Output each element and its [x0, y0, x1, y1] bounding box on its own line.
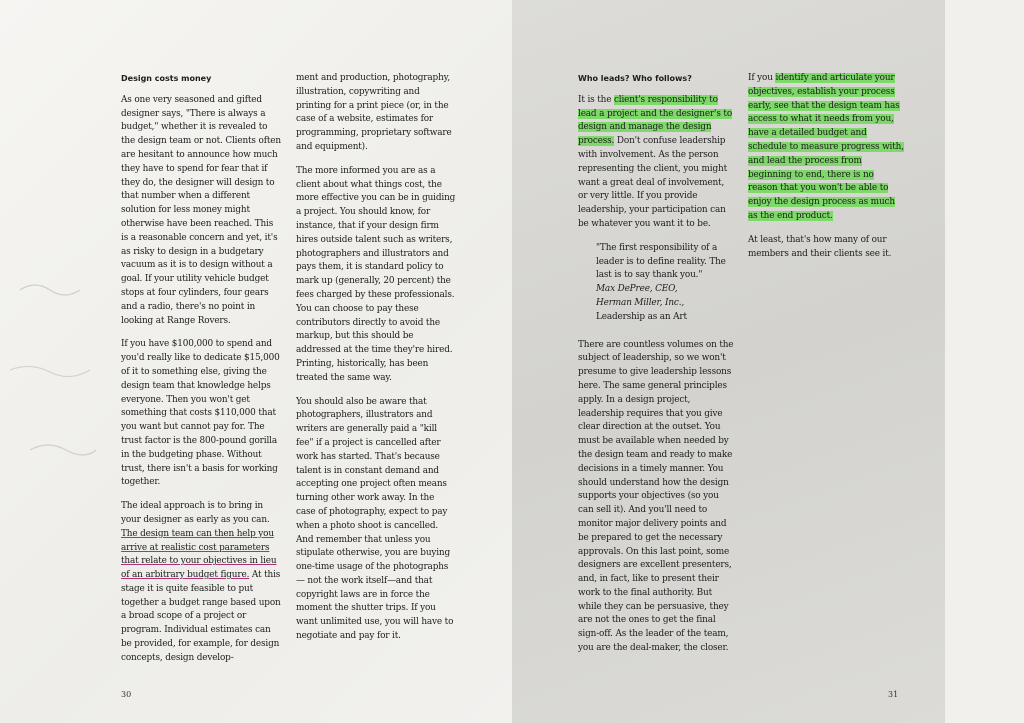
paragraph: If you have $100,000 to spend and you'd really like to dedicate $15,000 of it to something else, giving the design team that knowledge helps everyone. Then you won't get something that costs $110,000 that you want but cannot pay for. The trust factor is the 800-pound gorilla in the budgeting phase. Without trust, there isn't a basis for working together.: [121, 339, 280, 488]
section-heading-who-leads: Who leads? Who follows?: [578, 74, 692, 83]
text-run: Don't confuse leadership with involvement. As the person representing the client, you might want a great deal of involvement, or very little. If you provide leadership, your participation can be whatever you want it to be.: [578, 136, 728, 229]
column-2: [296, 72, 456, 654]
paragraph: You should also be aware that photographers, illustrators and writers are generally paid a "kill fee" if a project is cancelled after work has started. That's because talent is in constant demand and accepting one project often means turning other work away. In the case of photography, expect to pay when a photo shoot is cancelled. And remember that unless you stipulate otherwise, you are buying one-time usage of the photographs— not the work itself—and that copyright laws are in force the moment the shutter trips. If you want unlimited use, you will have to negotiate and pay for it.: [296, 396, 454, 642]
paragraph: [121, 500, 281, 666]
page-edge: [945, 0, 1024, 723]
quote-company: Herman Miller, Inc.,: [596, 297, 685, 308]
quote-author: Max DePree, CEO,: [596, 284, 678, 295]
paragraph: At least, that's how many of our members and their clients see it.: [748, 234, 892, 259]
paragraph: As one very seasoned and gifted designer says, "There is always a budget," whether it is revealed to the design team or not. Clients often are hesitant to announce how much they have to spend for fear that if they do, the designer will design to that number when a different solution for less money might otherwise have been reached. This is a reasonable concern and yet, it's as risky to design in a budgetary vacuum as it is to design without a goal. If your utility vehicle budget stops at four cylinders, four gears and a radio, there's no point in looking at Range Rovers.: [121, 94, 281, 326]
highlighted-text: client's responsibility to lead a project and the designer's to design and manage the design process.: [578, 94, 733, 147]
highlighted-text: identify and articulate your objectives, establish your process early, see that the design team has access to what it needs from you, have a detailed budget and schedule to measure progress with, and lead the process from beginning to end, there is no reason that you won't be able to enjoy the design process as much as the end product.: [748, 73, 904, 221]
page-number-left: 30: [121, 690, 132, 699]
paragraph: ment and production, photography, illustration, copywriting and printing for a print piece (or, in the case of a website, estimates for programming, proprietary software and equipment).: [296, 73, 452, 152]
page-number-right: 31: [888, 690, 899, 699]
paragraph: [748, 72, 904, 224]
paragraph: The more informed you are as a client about what things cost, the more effective you can be in guiding a project. You should know, for instance, that if your design firm hires outside talent such as writers, photographers and illustrators and pays them, it is standard policy to mark up (generally, 20 percent) the fees charged by these professionals. You can choose to pay these contributors directly to avoid the markup, but this should be addressed at the time they're hired. Printing, historically, has been treated the same way.: [296, 165, 456, 383]
text-run: If you: [748, 73, 773, 83]
text-run: At this stage it is quite feasible to put together a budget range based upon a broad scope of a project or program. Individual estimates can be provided, for example, for design concepts, design develop-: [121, 570, 281, 663]
pull-quote: [578, 242, 734, 325]
underlined-text: The design team can then help you arrive at realistic cost parameters that relate to your objectives in lieu of an arbitrary budget figure.: [121, 528, 277, 581]
section-heading-design-costs: Design costs money: [121, 74, 212, 83]
quote-source: Leadership as an Art: [596, 311, 687, 322]
text-run: It is the: [578, 94, 612, 105]
bleed-through-icon: [0, 250, 110, 500]
paragraph: [578, 94, 734, 232]
column-1: [121, 72, 281, 676]
bleed-through-marks: [0, 250, 110, 500]
paragraph: There are countless volumes on the subject of leadership, so we won't presume to give leadership lessons here. The same general principles apply. In a design project, leadership requires that you give clear direction at the outset. You must be available when needed by the design team and ready to make decisions in a timely manner. You should understand how the design supports your objectives (so you can sell it). And you'll need to monitor major delivery points and be prepared to get the necessary approvals. On this last point, some designers are excellent presenters, and, in fact, like to present their work to the final authority. But while they can be persuasive, they are not the ones to get the final sign-off. As the leader of the team, you are the deal-maker, the closer.: [578, 339, 734, 654]
column-3: [578, 72, 734, 666]
quote-text: "The first responsibility of a leader is to define reality. The last is to say thank you.": [596, 242, 726, 281]
text-run: The ideal approach is to bring in your designer as early as you can.: [121, 501, 270, 525]
column-4: [748, 72, 904, 271]
